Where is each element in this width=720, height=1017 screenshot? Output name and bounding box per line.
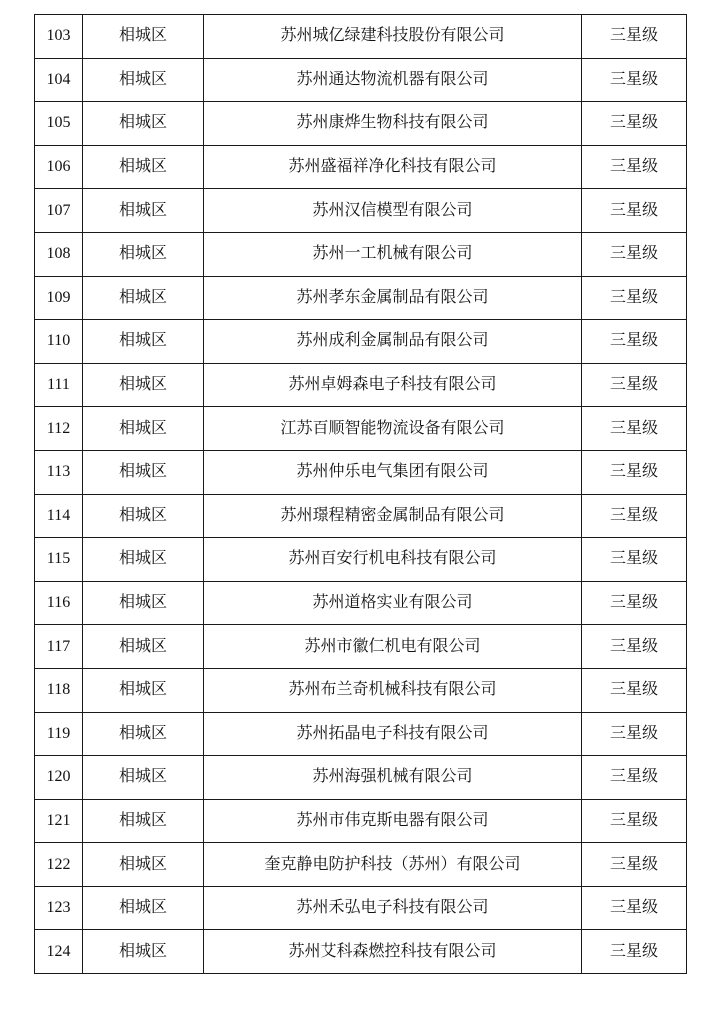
table-row — [35, 58, 687, 102]
company-name-cell: 苏州市徽仁机电有限公司 — [204, 625, 582, 669]
company-name-cell: 苏州康烨生物科技有限公司 — [204, 102, 582, 146]
company-name-cell: 苏州汉信模型有限公司 — [204, 189, 582, 233]
table-row — [35, 320, 687, 364]
table-row — [35, 886, 687, 930]
row-number-cell: 124 — [35, 930, 83, 974]
table-body — [35, 15, 687, 974]
rating-level-cell: 三星级 — [582, 15, 687, 59]
row-number-cell: 104 — [35, 58, 83, 102]
district-cell: 相城区 — [83, 58, 204, 102]
row-number-cell: 122 — [35, 843, 83, 887]
rating-level-cell: 三星级 — [582, 581, 687, 625]
row-number-cell: 119 — [35, 712, 83, 756]
table-row — [35, 15, 687, 59]
rating-level-cell: 三星级 — [582, 189, 687, 233]
table-row — [35, 756, 687, 800]
rating-level-cell: 三星级 — [582, 58, 687, 102]
rating-level-cell: 三星级 — [582, 799, 687, 843]
company-name-cell: 苏州城亿绿建科技股份有限公司 — [204, 15, 582, 59]
rating-level-cell: 三星级 — [582, 886, 687, 930]
row-number-cell: 117 — [35, 625, 83, 669]
table-row — [35, 581, 687, 625]
row-number-cell: 118 — [35, 668, 83, 712]
district-cell: 相城区 — [83, 407, 204, 451]
table-row — [35, 712, 687, 756]
company-rating-table — [34, 14, 687, 974]
district-cell: 相城区 — [83, 799, 204, 843]
district-cell: 相城区 — [83, 145, 204, 189]
district-cell: 相城区 — [83, 494, 204, 538]
district-cell: 相城区 — [83, 712, 204, 756]
table-row — [35, 538, 687, 582]
row-number-cell: 107 — [35, 189, 83, 233]
row-number-cell: 121 — [35, 799, 83, 843]
row-number-cell: 108 — [35, 232, 83, 276]
row-number-cell: 103 — [35, 15, 83, 59]
company-name-cell: 苏州孝东金属制品有限公司 — [204, 276, 582, 320]
rating-level-cell: 三星级 — [582, 843, 687, 887]
district-cell: 相城区 — [83, 450, 204, 494]
district-cell: 相城区 — [83, 581, 204, 625]
company-name-cell: 苏州市伟克斯电器有限公司 — [204, 799, 582, 843]
row-number-cell: 111 — [35, 363, 83, 407]
rating-level-cell: 三星级 — [582, 756, 687, 800]
district-cell: 相城区 — [83, 276, 204, 320]
district-cell: 相城区 — [83, 843, 204, 887]
rating-level-cell: 三星级 — [582, 276, 687, 320]
company-name-cell: 苏州一工机械有限公司 — [204, 232, 582, 276]
table-row — [35, 189, 687, 233]
document-page — [34, 14, 686, 974]
company-name-cell: 苏州通达物流机器有限公司 — [204, 58, 582, 102]
row-number-cell: 113 — [35, 450, 83, 494]
table-row — [35, 668, 687, 712]
company-name-cell: 苏州艾科森燃控科技有限公司 — [204, 930, 582, 974]
district-cell: 相城区 — [83, 232, 204, 276]
table-row — [35, 145, 687, 189]
row-number-cell: 112 — [35, 407, 83, 451]
row-number-cell: 109 — [35, 276, 83, 320]
rating-level-cell: 三星级 — [582, 625, 687, 669]
district-cell: 相城区 — [83, 363, 204, 407]
rating-level-cell: 三星级 — [582, 363, 687, 407]
rating-level-cell: 三星级 — [582, 494, 687, 538]
table-row — [35, 930, 687, 974]
company-name-cell: 苏州海强机械有限公司 — [204, 756, 582, 800]
company-name-cell: 苏州璟程精密金属制品有限公司 — [204, 494, 582, 538]
company-name-cell: 奎克静电防护科技（苏州）有限公司 — [204, 843, 582, 887]
rating-level-cell: 三星级 — [582, 668, 687, 712]
district-cell: 相城区 — [83, 102, 204, 146]
table-row — [35, 363, 687, 407]
row-number-cell: 114 — [35, 494, 83, 538]
rating-level-cell: 三星级 — [582, 450, 687, 494]
company-name-cell: 苏州成利金属制品有限公司 — [204, 320, 582, 364]
company-name-cell: 苏州卓姆森电子科技有限公司 — [204, 363, 582, 407]
rating-level-cell: 三星级 — [582, 930, 687, 974]
district-cell: 相城区 — [83, 189, 204, 233]
table-row — [35, 276, 687, 320]
table-row — [35, 232, 687, 276]
table-row — [35, 799, 687, 843]
table-row — [35, 625, 687, 669]
row-number-cell: 116 — [35, 581, 83, 625]
table-row — [35, 494, 687, 538]
table-row — [35, 407, 687, 451]
district-cell: 相城区 — [83, 668, 204, 712]
company-name-cell: 苏州布兰奇机械科技有限公司 — [204, 668, 582, 712]
row-number-cell: 106 — [35, 145, 83, 189]
rating-level-cell: 三星级 — [582, 102, 687, 146]
rating-level-cell: 三星级 — [582, 407, 687, 451]
district-cell: 相城区 — [83, 930, 204, 974]
rating-level-cell: 三星级 — [582, 712, 687, 756]
district-cell: 相城区 — [83, 625, 204, 669]
company-name-cell: 苏州禾弘电子科技有限公司 — [204, 886, 582, 930]
rating-level-cell: 三星级 — [582, 538, 687, 582]
district-cell: 相城区 — [83, 320, 204, 364]
district-cell: 相城区 — [83, 756, 204, 800]
row-number-cell: 105 — [35, 102, 83, 146]
company-name-cell: 苏州道格实业有限公司 — [204, 581, 582, 625]
company-name-cell: 苏州拓晶电子科技有限公司 — [204, 712, 582, 756]
row-number-cell: 110 — [35, 320, 83, 364]
district-cell: 相城区 — [83, 886, 204, 930]
company-name-cell: 苏州仲乐电气集团有限公司 — [204, 450, 582, 494]
company-name-cell: 苏州百安行机电科技有限公司 — [204, 538, 582, 582]
rating-level-cell: 三星级 — [582, 232, 687, 276]
district-cell: 相城区 — [83, 538, 204, 582]
rating-level-cell: 三星级 — [582, 145, 687, 189]
company-name-cell: 江苏百顺智能物流设备有限公司 — [204, 407, 582, 451]
table-row — [35, 843, 687, 887]
table-row — [35, 102, 687, 146]
table-row — [35, 450, 687, 494]
row-number-cell: 115 — [35, 538, 83, 582]
row-number-cell: 123 — [35, 886, 83, 930]
district-cell: 相城区 — [83, 15, 204, 59]
rating-level-cell: 三星级 — [582, 320, 687, 364]
row-number-cell: 120 — [35, 756, 83, 800]
company-name-cell: 苏州盛福祥净化科技有限公司 — [204, 145, 582, 189]
